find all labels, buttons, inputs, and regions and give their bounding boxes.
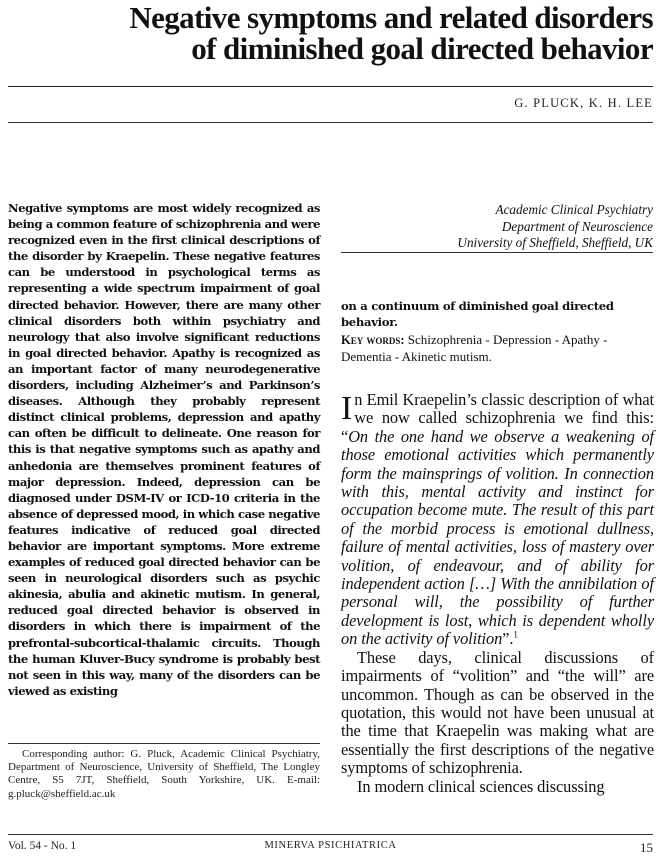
article-title	[53, 2, 653, 64]
affiliation	[341, 202, 653, 252]
keywords-text: Schizophrenia - Depression - Apathy - Dementia - Akinetic mutism.	[341, 332, 608, 364]
footer-rule	[8, 834, 653, 835]
affiliation-line-1: Academic Clinical Psychiatry	[495, 202, 653, 217]
authors: G. PLUCK, K. H. LEE	[514, 96, 653, 110]
body-text	[341, 391, 654, 796]
affiliation-line-2: Department of Neuroscience	[501, 218, 653, 234]
drop-cap: I	[341, 390, 353, 427]
keywords-label: Key words:	[341, 333, 405, 347]
body-paragraph-1	[341, 391, 654, 649]
title-rule	[8, 86, 653, 87]
p1-start: n Emil Kraepelin’s classic description of what we now called schizophrenia we find this: “	[341, 390, 654, 446]
corresponding-author-footnote: Corresponding author: G. Pluck, Academic Clinical Psychiatry, Department of Neuroscience, University of Sheffield, The Longley Centre, S5 7JT, Sheffield, South Yorkshire, UK. E-mail: g.pluck@sheffield.ac.uk	[8, 748, 320, 800]
reference-1[interactable]: 1	[513, 629, 518, 640]
page-number: 15	[640, 840, 653, 855]
kraepelin-quote: On the one hand we observe a weakening of those emotional activities which permanently form the mainsprings of volition. In connection with this, mental activity and instinct for occupation become mute. The result of this part of the morbid process is emotional dullness, failure of mental activities, loss of mastery over volition, of endeavour, and of ability for independent action […] With the annibilation of personal will, the possibility of further development is lost, which is dependent wholly on the activity of volition	[341, 426, 654, 649]
body-paragraph-3: In modern clinical sciences discussing	[357, 776, 605, 796]
abstract-part-2: on a continuum of diminished goal directed behavior.	[341, 299, 614, 330]
page-footer	[8, 840, 653, 856]
volume-info: Vol. 54 - No. 1	[8, 840, 77, 852]
body-paragraph-2: These days, clinical discussions of impairments of “volition” and “the will” are uncommon. Though as can be observed in the quotation, this would not have been unusual at the time that Kraepelin was making what are essentially the first descriptions of the negative symptoms of schizophrenia.	[341, 647, 654, 778]
journal-name: MINERVA PSICHIATRICA	[264, 840, 397, 851]
p1-end: ”.	[502, 629, 514, 649]
authors-rule	[8, 122, 653, 123]
title-line-1: Negative symptoms and related disorders	[129, 0, 653, 35]
keywords	[341, 332, 653, 365]
affiliation-line-3: University of Sheffield, Sheffield, UK	[457, 235, 653, 250]
abstract-part-1: Negative symptoms are most widely recognized as being a common feature of schizophrenia and were recognized even in the first clinical descriptions of the disorder by Kraepelin. These negative features can be understood in psychological terms as representing a wide spectrum impairment of goal directed behavior. However, there are many other clinical disorders both within psychiatry and neurology that also involve significant reductions in goal directed behavior. Apathy is recognized as an important factor of many neurodegenerative disorders, including Alzheimer’s and Parkinson’s diseases. Although they probably represent distinct clinical problems, depression and apathy can often be difficult to delineate. One reason for this is that negative symptoms such as apathy and anhedonia are themselves prominent features of major depression. Indeed, depression can be diagnosed under DSM-IV or ICD-10 criteria in the absence of depressed mood, in which case negative features indicative of reduced goal directed behavior are important symptoms. More extreme examples of reduced goal directed behavior can be seen in neurological disorders such as psychic akinesia, abulia and akinetic mutism. In general, reduced goal directed behavior is observed in disorders in which there is impairment of the prefrontal-subcortical-thalamic circuits. Though the human Kluver-Bucy syndrome is probably best not seen in this way, many of the disorders can be viewed as existing	[8, 201, 320, 698]
footnote-rule	[8, 743, 320, 744]
affiliation-rule	[341, 252, 653, 253]
title-line-2: of diminished goal directed behavior	[191, 31, 653, 66]
